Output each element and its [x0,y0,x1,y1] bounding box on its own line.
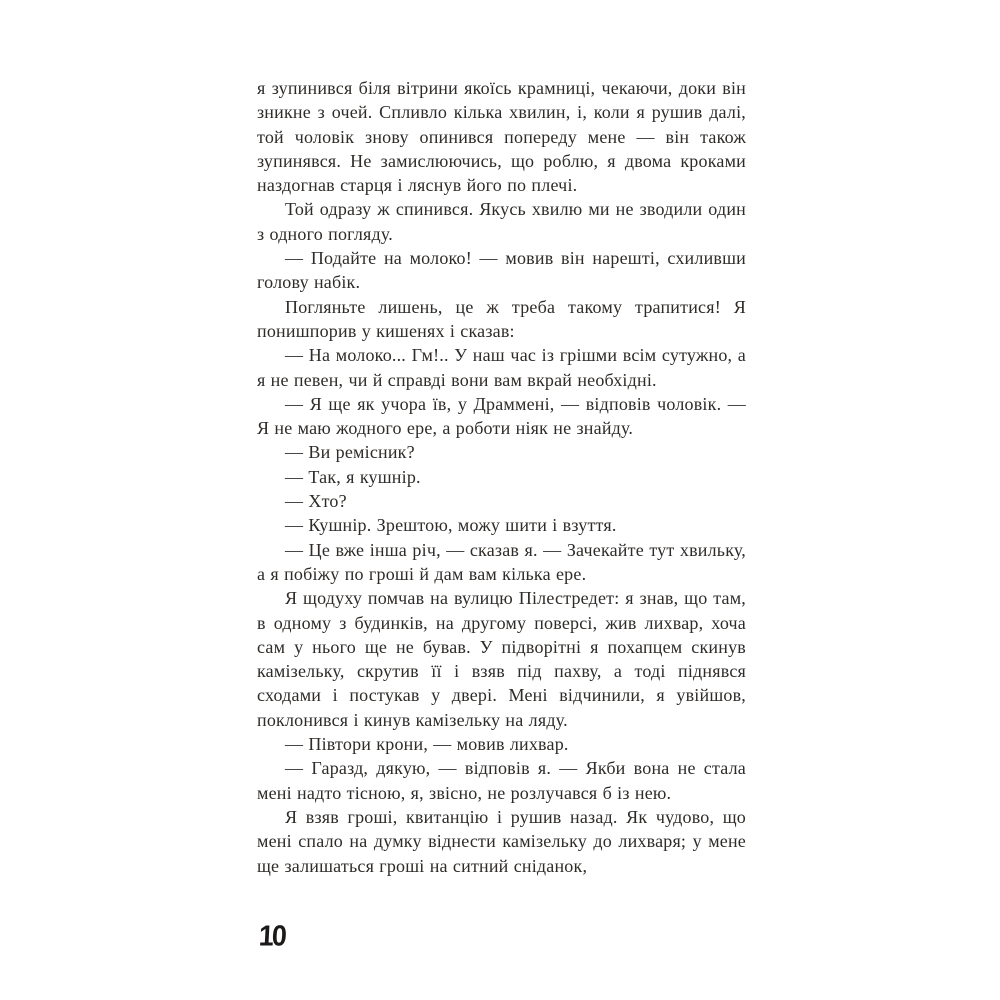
dialogue-paragraph: — Так, я кушнір. [285,466,421,487]
text-column [257,76,746,878]
paragraph: Погляньте лишень, це ж треба такому трапитися! Я понишпорив у кишенях і сказав: [257,296,746,341]
paragraph: Той одразу ж спинився. Якусь хвилю ми не зводили один з одного погляду. [257,199,746,244]
paragraph-continuation: я зупинився біля вітрини якоїсь крамниці, чекаючи, доки він зникне з очей. Спливло кілька хвилин, і, коли я рушив далі, той чоловік знову опинився попереду мене — він також зупинявся. Не замислюючись, що роблю, я двома кроками наздогнав старця і ляснув його по плечі. [257,78,746,196]
dialogue-paragraph: — Хто? [285,491,347,512]
dialogue-paragraph: — Це вже інша річ, — сказав я. — Зачекайте тут хвильку, а я побіжу по гроші й дам вам кілька ере. [257,539,746,584]
paragraph: Я щодуху помчав на вулицю Пілестредет: я знав, що там, в одному з будинків, на другому поверсі, жив лихвар, хоча сам у нього ще не бував. У підворітні я похапцем скинув камізельку, скрутив її і взяв під пахву, а тоді піднявся сходами і постукав у двері. Мені відчинили, я увійшов, поклонився і кинув камізельку на ляду. [257,588,746,730]
dialogue-paragraph: — Півтори крони, — мовив лихвар. [285,734,569,755]
dialogue-paragraph: — Гаразд, дякую, — відповів я. — Якби вона не стала мені надто тісною, я, звісно, не розлучався б із нею. [257,758,746,803]
page-number: 10 [258,919,286,952]
dialogue-paragraph: — Подайте на молоко! — мовив він нарешті, схиливши голову набік. [257,248,746,293]
dialogue-paragraph: — Кушнір. Зрештою, можу шити і взуття. [285,515,617,536]
dialogue-paragraph: — Ви ремісник? [285,442,415,463]
paragraph: Я взяв гроші, квитанцію і рушив назад. Як чудово, що мені спало на думку віднести камізельку до лихваря; у мене ще залишаться гроші на ситний сніданок, [257,806,746,876]
dialogue-paragraph: — На молоко... Гм!.. У наш час із грішми всім сутужно, а я не певен, чи й справді вони вам вкрай необхідні. [257,345,746,390]
dialogue-paragraph: — Я ще як учора їв, у Драммені, — відповів чоловік. — Я не маю жодного ере, а роботи ніяк не знайду. [257,393,746,439]
